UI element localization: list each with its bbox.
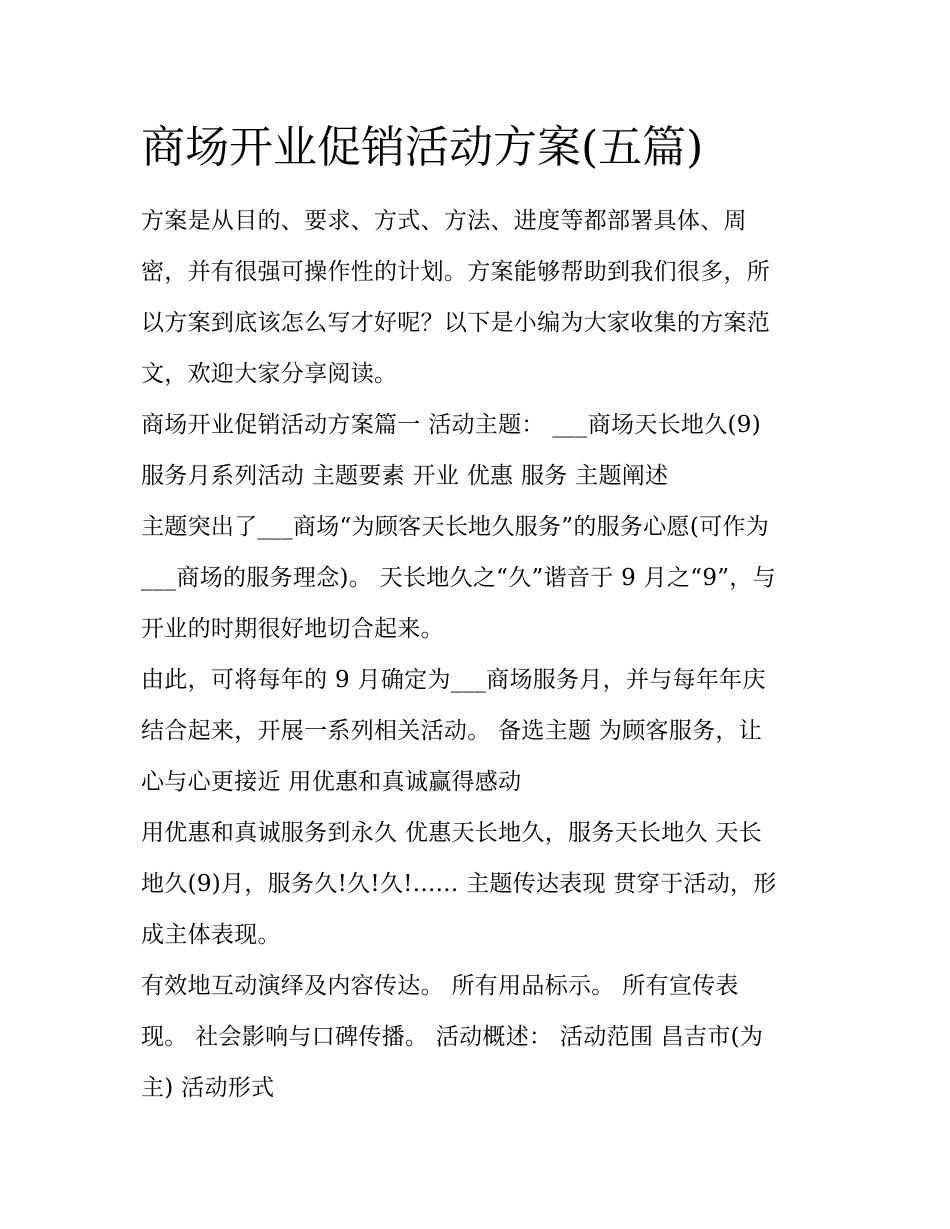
text-line: 有效地互动演绎及内容传达。 所有用品标示。 所有宣传表: [141, 973, 739, 999]
text-line: 以方案到底该怎么写才好呢？以下是小编为大家收集的方案范: [141, 310, 771, 336]
text-line: 方案是从目的、要求、方式、方法、进度等都部署具体、周: [141, 208, 747, 234]
text-line: 主题突出了___商场“为顾客天长地久服务”的服务心愿(可作为: [141, 514, 769, 540]
document-body: [141, 196, 821, 1114]
text-line: 现。 社会影响与口碑传播。 活动概述： 活动范围 昌吉市(为: [141, 1024, 764, 1050]
document-title: 商场开业促销活动方案(五篇): [141, 122, 704, 173]
text-line: 用优惠和真诚服务到永久 优惠天长地久，服务天长地久 天长: [141, 820, 763, 846]
paragraph-intro: [141, 196, 821, 400]
paragraph-service-month: [141, 655, 821, 808]
text-line: 由此，可将每年的 9 月确定为___商场服务月，并与每年年庆: [141, 667, 766, 693]
text-line: 主) 活动形式: [141, 1075, 275, 1101]
paragraph-overview: [141, 961, 821, 1114]
text-line: 商场开业促销活动方案篇一 活动主题： ___商场天长地久(9): [141, 412, 762, 438]
text-line: ___商场的服务理念)。 天长地久之“久”谐音于 9 月之“9”，与: [141, 565, 776, 591]
paragraph-theme-description: [141, 502, 821, 655]
text-line: 开业的时期很好地切合起来。: [141, 616, 444, 642]
paragraph-theme: [141, 400, 821, 502]
text-line: 密，并有很强可操作性的计划。方案能够帮助到我们很多，所: [141, 259, 771, 285]
paragraph-slogans: [141, 808, 821, 961]
text-line: 结合起来，开展一系列相关活动。 备选主题 为顾客服务，让: [141, 718, 763, 744]
text-line: 心与心更接近 用优惠和真诚赢得感动: [141, 769, 522, 795]
text-line: 服务月系列活动 主题要素 开业 优惠 服务 主题阐述: [141, 463, 669, 489]
text-line: 成主体表现。: [141, 922, 281, 948]
text-line: 文，欢迎大家分享阅读。: [141, 361, 398, 387]
text-line: 地久(9)月，服务久!久!久!...... 主题传达表现 贯穿于活动，形: [141, 871, 777, 897]
